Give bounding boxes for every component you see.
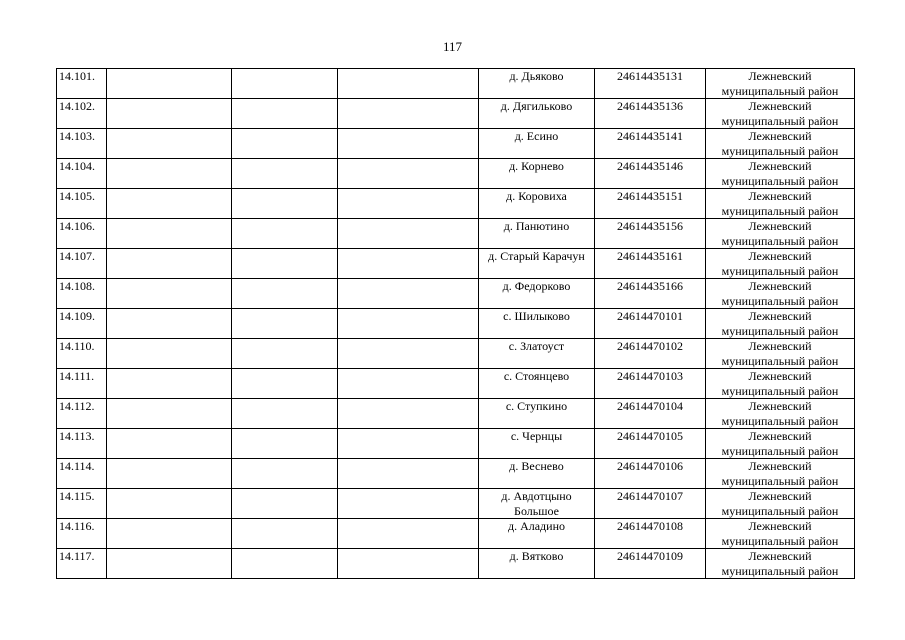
district-cell: Лежневский муниципальный район (706, 369, 855, 399)
row-number-cell: 14.101. (57, 69, 107, 99)
locality-cell: д. Коровиха (479, 189, 595, 219)
empty-cell (338, 309, 479, 339)
district-cell: Лежневский муниципальный район (706, 459, 855, 489)
row-number-cell: 14.117. (57, 549, 107, 579)
empty-cell (338, 339, 479, 369)
oktmo-code-cell: 24614435161 (595, 249, 706, 279)
locality-cell: д. Панютино (479, 219, 595, 249)
empty-cell (232, 69, 338, 99)
empty-cell (107, 69, 232, 99)
empty-cell (107, 279, 232, 309)
oktmo-code-cell: 24614435136 (595, 99, 706, 129)
empty-cell (338, 429, 479, 459)
empty-cell (232, 189, 338, 219)
table-row (57, 369, 855, 399)
empty-cell (232, 369, 338, 399)
row-number-cell: 14.116. (57, 519, 107, 549)
locality-cell: д. Авдотцыно Большое (479, 489, 595, 519)
table-row (57, 99, 855, 129)
empty-cell (338, 69, 479, 99)
locality-cell: с. Златоуст (479, 339, 595, 369)
empty-cell (232, 99, 338, 129)
table-row (57, 159, 855, 189)
table-row (57, 489, 855, 519)
oktmo-code-cell: 24614470109 (595, 549, 706, 579)
empty-cell (107, 459, 232, 489)
empty-cell (338, 399, 479, 429)
district-cell: Лежневский муниципальный район (706, 309, 855, 339)
oktmo-code-cell: 24614470107 (595, 489, 706, 519)
empty-cell (338, 99, 479, 129)
table-row (57, 339, 855, 369)
table-row (57, 549, 855, 579)
row-number-cell: 14.111. (57, 369, 107, 399)
district-cell: Лежневский муниципальный район (706, 549, 855, 579)
empty-cell (107, 369, 232, 399)
locality-cell: с. Чернцы (479, 429, 595, 459)
row-number-cell: 14.105. (57, 189, 107, 219)
table-body (57, 69, 855, 579)
oktmo-code-cell: 24614470101 (595, 309, 706, 339)
oktmo-code-cell: 24614470108 (595, 519, 706, 549)
empty-cell (232, 339, 338, 369)
oktmo-code-cell: 24614470106 (595, 459, 706, 489)
district-cell: Лежневский муниципальный район (706, 489, 855, 519)
empty-cell (338, 489, 479, 519)
empty-cell (232, 219, 338, 249)
table-row (57, 249, 855, 279)
empty-cell (107, 159, 232, 189)
registry-table (56, 68, 855, 579)
row-number-cell: 14.102. (57, 99, 107, 129)
table-row (57, 189, 855, 219)
empty-cell (107, 519, 232, 549)
row-number-cell: 14.107. (57, 249, 107, 279)
row-number-cell: 14.104. (57, 159, 107, 189)
empty-cell (232, 309, 338, 339)
oktmo-code-cell: 24614470104 (595, 399, 706, 429)
locality-cell: д. Корнево (479, 159, 595, 189)
empty-cell (338, 549, 479, 579)
district-cell: Лежневский муниципальный район (706, 99, 855, 129)
locality-cell: д. Дьяково (479, 69, 595, 99)
oktmo-code-cell: 24614435141 (595, 129, 706, 159)
row-number-cell: 14.115. (57, 489, 107, 519)
locality-cell: д. Федорково (479, 279, 595, 309)
oktmo-code-cell: 24614470105 (595, 429, 706, 459)
empty-cell (338, 519, 479, 549)
table-row (57, 69, 855, 99)
empty-cell (232, 519, 338, 549)
locality-cell: д. Дягильково (479, 99, 595, 129)
row-number-cell: 14.103. (57, 129, 107, 159)
empty-cell (338, 279, 479, 309)
district-cell: Лежневский муниципальный район (706, 279, 855, 309)
oktmo-code-cell: 24614470102 (595, 339, 706, 369)
oktmo-code-cell: 24614435131 (595, 69, 706, 99)
empty-cell (338, 459, 479, 489)
row-number-cell: 14.112. (57, 399, 107, 429)
oktmo-code-cell: 24614435151 (595, 189, 706, 219)
locality-cell: с. Ступкино (479, 399, 595, 429)
empty-cell (338, 249, 479, 279)
district-cell: Лежневский муниципальный район (706, 189, 855, 219)
row-number-cell: 14.110. (57, 339, 107, 369)
locality-cell: д. Аладино (479, 519, 595, 549)
empty-cell (232, 159, 338, 189)
empty-cell (338, 369, 479, 399)
table-row (57, 399, 855, 429)
empty-cell (232, 129, 338, 159)
empty-cell (107, 549, 232, 579)
empty-cell (232, 399, 338, 429)
empty-cell (338, 189, 479, 219)
oktmo-code-cell: 24614435166 (595, 279, 706, 309)
empty-cell (232, 279, 338, 309)
empty-cell (107, 249, 232, 279)
empty-cell (232, 549, 338, 579)
row-number-cell: 14.106. (57, 219, 107, 249)
district-cell: Лежневский муниципальный район (706, 249, 855, 279)
locality-cell: д. Веснево (479, 459, 595, 489)
district-cell: Лежневский муниципальный район (706, 399, 855, 429)
oktmo-code-cell: 24614470103 (595, 369, 706, 399)
empty-cell (107, 99, 232, 129)
locality-cell: с. Стоянцево (479, 369, 595, 399)
empty-cell (107, 399, 232, 429)
row-number-cell: 14.113. (57, 429, 107, 459)
empty-cell (107, 429, 232, 459)
empty-cell (107, 339, 232, 369)
empty-cell (107, 129, 232, 159)
table-row (57, 129, 855, 159)
empty-cell (232, 249, 338, 279)
table-row (57, 279, 855, 309)
locality-cell: с. Шилыково (479, 309, 595, 339)
table-row (57, 519, 855, 549)
empty-cell (232, 489, 338, 519)
empty-cell (338, 159, 479, 189)
district-cell: Лежневский муниципальный район (706, 429, 855, 459)
locality-cell: д. Старый Карачун (479, 249, 595, 279)
district-cell: Лежневский муниципальный район (706, 69, 855, 99)
empty-cell (107, 309, 232, 339)
row-number-cell: 14.109. (57, 309, 107, 339)
empty-cell (107, 189, 232, 219)
oktmo-code-cell: 24614435156 (595, 219, 706, 249)
empty-cell (338, 219, 479, 249)
empty-cell (107, 219, 232, 249)
district-cell: Лежневский муниципальный район (706, 339, 855, 369)
district-cell: Лежневский муниципальный район (706, 519, 855, 549)
district-cell: Лежневский муниципальный район (706, 159, 855, 189)
page-number: 117 (442, 39, 463, 54)
table-row (57, 459, 855, 489)
district-cell: Лежневский муниципальный район (706, 219, 855, 249)
row-number-cell: 14.108. (57, 279, 107, 309)
district-cell: Лежневский муниципальный район (706, 129, 855, 159)
empty-cell (232, 429, 338, 459)
empty-cell (107, 489, 232, 519)
oktmo-code-cell: 24614435146 (595, 159, 706, 189)
locality-cell: д. Вятково (479, 549, 595, 579)
empty-cell (232, 459, 338, 489)
locality-cell: д. Есино (479, 129, 595, 159)
empty-cell (338, 129, 479, 159)
table-row (57, 309, 855, 339)
table-row (57, 219, 855, 249)
row-number-cell: 14.114. (57, 459, 107, 489)
table-row (57, 429, 855, 459)
